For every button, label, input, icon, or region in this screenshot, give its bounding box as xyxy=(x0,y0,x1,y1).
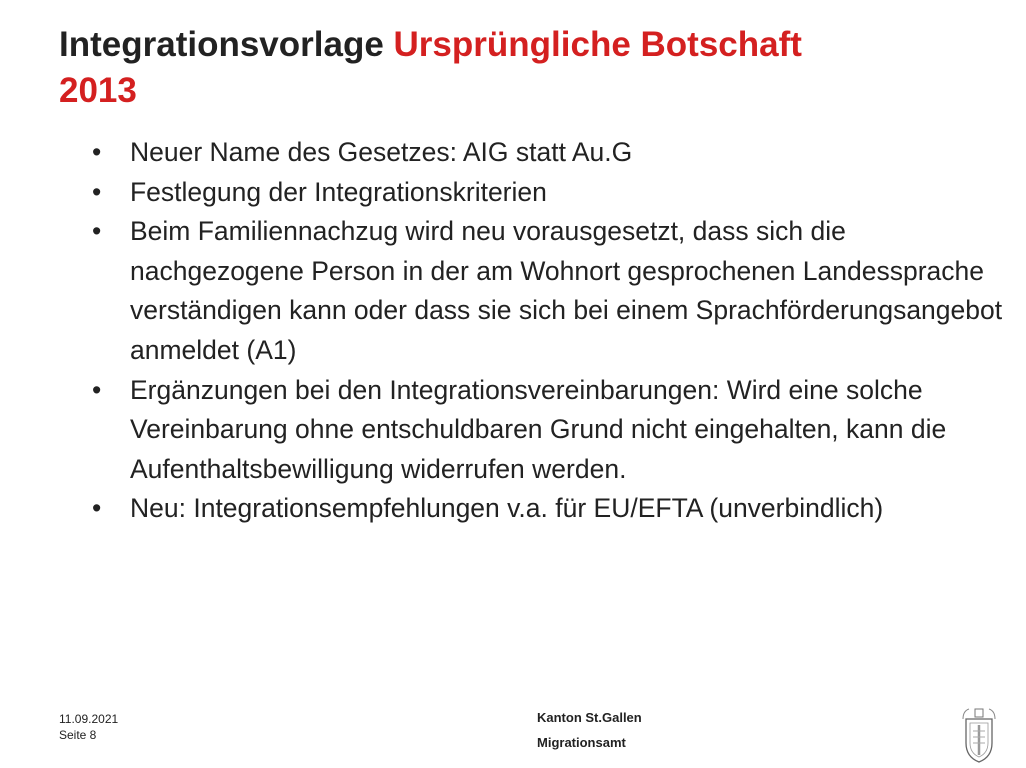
bullet-item xyxy=(92,489,1010,529)
footer-date: 11.09.2021 xyxy=(59,712,119,726)
slide-title xyxy=(59,22,999,114)
bullet-item xyxy=(92,133,1010,173)
bullet-text: Festlegung der Integrationskriterien xyxy=(130,176,547,207)
bullet-dot: • xyxy=(92,176,102,207)
footer-page-number: Seite 8 xyxy=(59,728,97,742)
bullet-item xyxy=(92,371,1010,490)
bullet-text: Beim Familiennachzug wird neu vorausgesetzt, dass sich die nachgezogene Person in der am Wohnort gesprochenen Landessprache verständigen kann oder dass sie sich bei einem Sprachförderungsangebot anmeldet (A1) xyxy=(130,216,1003,365)
bullet-list xyxy=(92,133,1010,529)
footer-department: Migrationsamt xyxy=(537,735,626,750)
bullet-dot: • xyxy=(92,216,102,247)
bullet-dot: • xyxy=(92,374,102,405)
bullet-text: Neuer Name des Gesetzes: AIG statt Au.G xyxy=(130,137,633,167)
bullet-text: Ergänzungen bei den Integrationsvereinbarungen: Wird eine solche Vereinbarung ohne entschuldbaren Grund nicht eingehalten, kann die Aufenthaltsbewilligung widerrufen werden. xyxy=(130,374,947,484)
canton-st-gallen-crest-icon xyxy=(955,705,1003,765)
title-main: Integrationsvorlage xyxy=(59,25,394,64)
bullet-text: Neu: Integrationsempfehlungen v.a. für EU/EFTA (unverbindlich) xyxy=(130,493,884,524)
title-year: 2013 xyxy=(59,71,137,110)
bullet-item xyxy=(92,212,1010,370)
bullet-dot: • xyxy=(92,493,102,524)
bullet-item xyxy=(92,173,1010,213)
title-accent: Ursprüngliche Botschaft xyxy=(393,25,802,64)
bullet-dot: • xyxy=(92,137,102,167)
footer-organization: Kanton St.Gallen xyxy=(537,710,642,725)
